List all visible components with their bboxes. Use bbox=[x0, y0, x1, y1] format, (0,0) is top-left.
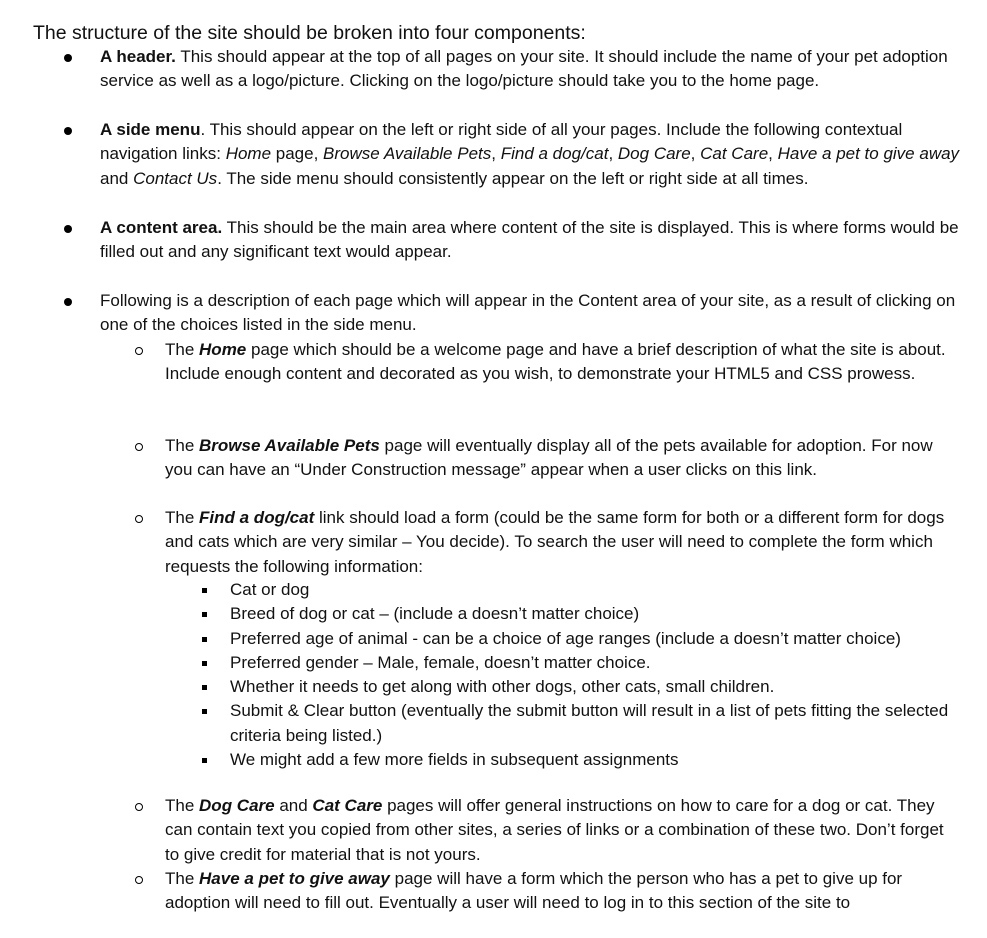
bullet-dot bbox=[64, 127, 72, 135]
bullet-page-descriptions bbox=[100, 289, 960, 338]
sub-bullet-circle bbox=[135, 347, 143, 355]
list-item-text: Cat or dog bbox=[230, 580, 310, 599]
bullet-text: and bbox=[100, 168, 134, 188]
list-item bbox=[230, 602, 955, 626]
square-bullet bbox=[202, 588, 207, 593]
sub-bullet-circle bbox=[135, 443, 143, 451]
bullet-text: , bbox=[491, 144, 501, 164]
list-item bbox=[230, 699, 955, 748]
find-form-fields-list bbox=[230, 578, 955, 772]
list-item-text: Breed of dog or cat – (include a doesn’t matter choice) bbox=[230, 604, 640, 624]
nav-link-name: Find a dog/cat bbox=[500, 144, 609, 164]
bullet-text: , bbox=[768, 144, 778, 164]
nav-link-name: Contact Us bbox=[133, 168, 218, 188]
sub-text: The bbox=[165, 508, 200, 527]
list-item-text: Submit & Clear button (eventually the submit button will result in a list of pets fitting the selected criteria being listed.) bbox=[230, 701, 949, 745]
list-item-text: Preferred age of animal - can be a choice of age ranges (include a doesn’t matter choice) bbox=[230, 628, 901, 648]
list-item bbox=[230, 675, 955, 699]
sub-text: link should load a form (could be the same form for both or a different form for dogs and cats which are very similar – You decide). To search the user will need to complete the form which requests the following information: bbox=[165, 508, 945, 576]
bullet-title: A content area. bbox=[100, 218, 223, 237]
nav-link-name: Have a pet to give away bbox=[777, 144, 960, 164]
list-item-text: Preferred gender – Male, female, doesn’t matter choice. bbox=[230, 652, 651, 672]
bullet-dot bbox=[64, 225, 72, 233]
square-bullet bbox=[202, 758, 207, 763]
bullet-content-area bbox=[100, 216, 960, 265]
bullet-text: , bbox=[608, 144, 618, 164]
sub-text: page will eventually display all of the pets available for adoption. For now you can have an “Under Construction message” appear when a user clicks on this link. bbox=[165, 436, 933, 480]
sub-giveaway bbox=[165, 867, 955, 916]
list-item bbox=[230, 627, 955, 651]
sub-care bbox=[165, 794, 955, 867]
sub-text: The bbox=[165, 340, 200, 359]
square-bullet bbox=[202, 661, 207, 666]
page-name: Home bbox=[199, 340, 247, 359]
bullet-text: This should appear at the top of all pages on your site. It should include the name of your pet adoption service as well as a logo/picture. Clicking on the logo/picture should take you to the home page. bbox=[100, 47, 948, 91]
nav-link-name: Browse Available Pets bbox=[323, 144, 492, 164]
page-name: Find a dog/cat bbox=[199, 508, 315, 527]
bullet-text: . The side menu should consistently appear on the left or right side at all times. bbox=[217, 168, 809, 188]
sub-text: page will have a form which the person who has a pet to give up for adoption will need to fill out. Eventually a user will need to log in to this section of the site to bbox=[165, 869, 903, 913]
list-item bbox=[230, 578, 955, 602]
sub-find bbox=[165, 506, 955, 579]
sub-bullet-circle bbox=[135, 803, 143, 811]
nav-link-name: Cat Care bbox=[700, 144, 769, 164]
bullet-text: , bbox=[690, 144, 701, 164]
page-name: Dog Care bbox=[199, 796, 275, 815]
intro-heading: The structure of the site should be broken into four components: bbox=[33, 22, 586, 44]
bullet-dot bbox=[64, 54, 72, 62]
page-name: Browse Available Pets bbox=[199, 436, 380, 455]
sub-text: The bbox=[165, 436, 200, 455]
bullet-side-menu bbox=[100, 118, 960, 191]
bullet-dot bbox=[64, 298, 72, 306]
sub-home bbox=[165, 338, 955, 387]
bullet-text: This should be the main area where content of the site is displayed. This is where forms would be filled out and any significant text would appear. bbox=[100, 218, 959, 262]
nav-link-name: Home bbox=[225, 144, 272, 164]
bullet-text: Following is a description of each page which will appear in the Content area of your site, as a result of clicking on one of the choices listed in the side menu. bbox=[100, 291, 956, 335]
bullet-title: A header. bbox=[100, 47, 176, 66]
bullet-header bbox=[100, 45, 960, 94]
square-bullet bbox=[202, 709, 207, 714]
list-item-text: Whether it needs to get along with other dogs, other cats, small children. bbox=[230, 677, 775, 697]
square-bullet bbox=[202, 612, 207, 617]
sub-text: page which should be a welcome page and have a brief description of what the site is about. Include enough content and decorated as you wish, to demonstrate your HTML5 and CSS prowess. bbox=[165, 340, 946, 384]
square-bullet bbox=[202, 685, 207, 690]
bullet-text: page, bbox=[271, 144, 324, 164]
sub-text: The bbox=[165, 796, 200, 815]
bullet-text: . This should appear on the left or right side of all your pages. Include the following contextual navigation links: bbox=[100, 120, 903, 164]
list-item bbox=[230, 651, 955, 675]
sub-text: The bbox=[165, 869, 200, 888]
nav-link-name: Dog Care bbox=[617, 144, 691, 164]
sub-bullet-circle bbox=[135, 515, 143, 523]
sub-text: pages will offer general instructions on how to care for a dog or cat. They can contain text you copied from other sites, a series of links or a combination of these two. Don’t forget to give credit for material that is not yours. bbox=[165, 796, 944, 864]
square-bullet bbox=[202, 637, 207, 642]
list-item bbox=[230, 748, 955, 772]
bullet-title: A side menu bbox=[100, 120, 201, 139]
page-name: Cat Care bbox=[312, 796, 383, 815]
sub-bullet-circle bbox=[135, 876, 143, 884]
page-name: Have a pet to give away bbox=[199, 869, 390, 888]
sub-browse bbox=[165, 434, 955, 483]
sub-text: and bbox=[274, 796, 313, 815]
list-item-text: We might add a few more fields in subsequent assignments bbox=[230, 750, 679, 770]
